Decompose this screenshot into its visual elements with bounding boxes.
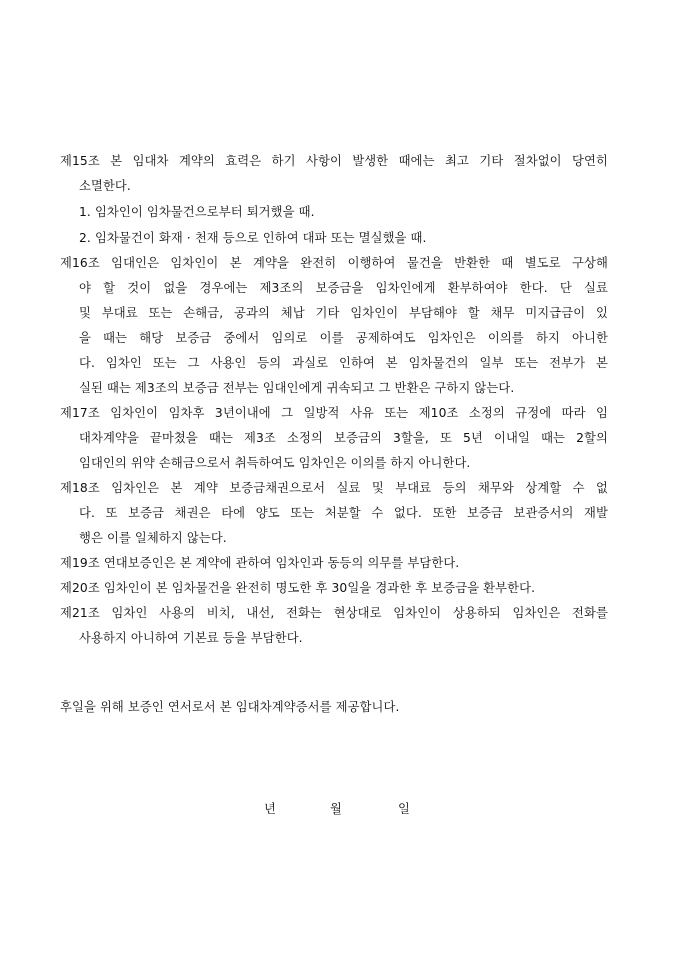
- article-21-line-2: 사용하지 아니하여 기본료 등을 부담한다.: [79, 631, 303, 645]
- article-15-item-1: 1. 임차인이 임차물건으로부터 퇴거했을 때.: [79, 205, 315, 219]
- date-year-label: 년: [264, 802, 276, 816]
- article-16-line-4: 을 때는 해당 보증금 중에서 임의로 이를 공제하여도 임차인은 이의를 하지 아니한: [79, 331, 608, 345]
- article-15-line-1: 제15조 본 임대차 계약의 효력은 하기 사항이 발생한 때에는 최고 기타 절차없이 당연히: [60, 154, 608, 168]
- article-18-line-3: 행은 이를 일체하지 않는다.: [79, 531, 227, 545]
- article-16-line-1: 제16조 임대인은 임차인이 본 계약을 완전히 이행하여 물건을 반환한 때 별도로 구상해: [60, 256, 608, 270]
- article-18-line-1: 제18조 임차인은 본 계약 보증금채권으로서 실료 및 부대료 등의 채무와 상계할 수 없: [60, 481, 608, 495]
- article-17-line-2: 대차계약을 끝마쳤을 때는 제3조 소정의 보증금의 3할을, 또 5년 이내일 때는 2할의: [79, 431, 608, 445]
- article-17-line-1: 제17조 임차인이 임차후 3년이내에 그 일방적 사유 또는 제10조 소정의 규정에 따라 임: [60, 406, 608, 420]
- article-16-line-3: 및 부대료 또는 손해금, 공과의 체납 기타 임차인이 부담해야 할 채무 미지급금이 있: [79, 306, 608, 320]
- article-17-line-3: 임대인의 위약 손해금으로서 취득하여도 임차인은 이의를 하지 아니한다.: [79, 456, 471, 470]
- article-18-line-2: 다. 또 보증금 채권은 타에 양도 또는 처분할 수 없다. 또한 보증금 보관증서의 재발: [79, 506, 608, 520]
- article-19-line-1: 제19조 연대보증인은 본 계약에 관하여 임차인과 동등의 의무를 부담한다.: [60, 556, 460, 570]
- date-month-label: 월: [330, 802, 342, 816]
- article-20-line-1: 제20조 임차인이 본 임차물건을 완전히 명도한 후 30일을 경과한 후 보증금을 환부한다.: [60, 581, 536, 595]
- article-16-line-2: 야 할 것이 없을 경우에는 제3조의 보증금을 임차인에게 환부하여야 한다. 단 실료: [79, 281, 608, 295]
- date-day-label: 일: [398, 802, 410, 816]
- article-16-line-6: 실된 때는 제3조의 보증금 전부는 임대인에게 귀속되고 그 반환은 구하지 않는다.: [79, 381, 515, 395]
- article-15-item-2: 2. 임차물건이 화재 · 천재 등으로 인하여 대파 또는 멸실했을 때.: [79, 231, 427, 245]
- article-21-line-1: 제21조 임차인 사용의 비치, 내선, 전화는 현상대로 임차인이 상용하되 임차인은 전화를: [60, 606, 608, 620]
- article-15-line-2: 소멸한다.: [79, 179, 131, 193]
- closing-statement: 후일을 위해 보증인 연서로서 본 임대차계약증서를 제공합니다.: [60, 700, 400, 714]
- article-16-line-5: 다. 임차인 또는 그 사용인 등의 과실로 인하여 본 임차물건의 일부 또는 전부가 본: [79, 356, 608, 370]
